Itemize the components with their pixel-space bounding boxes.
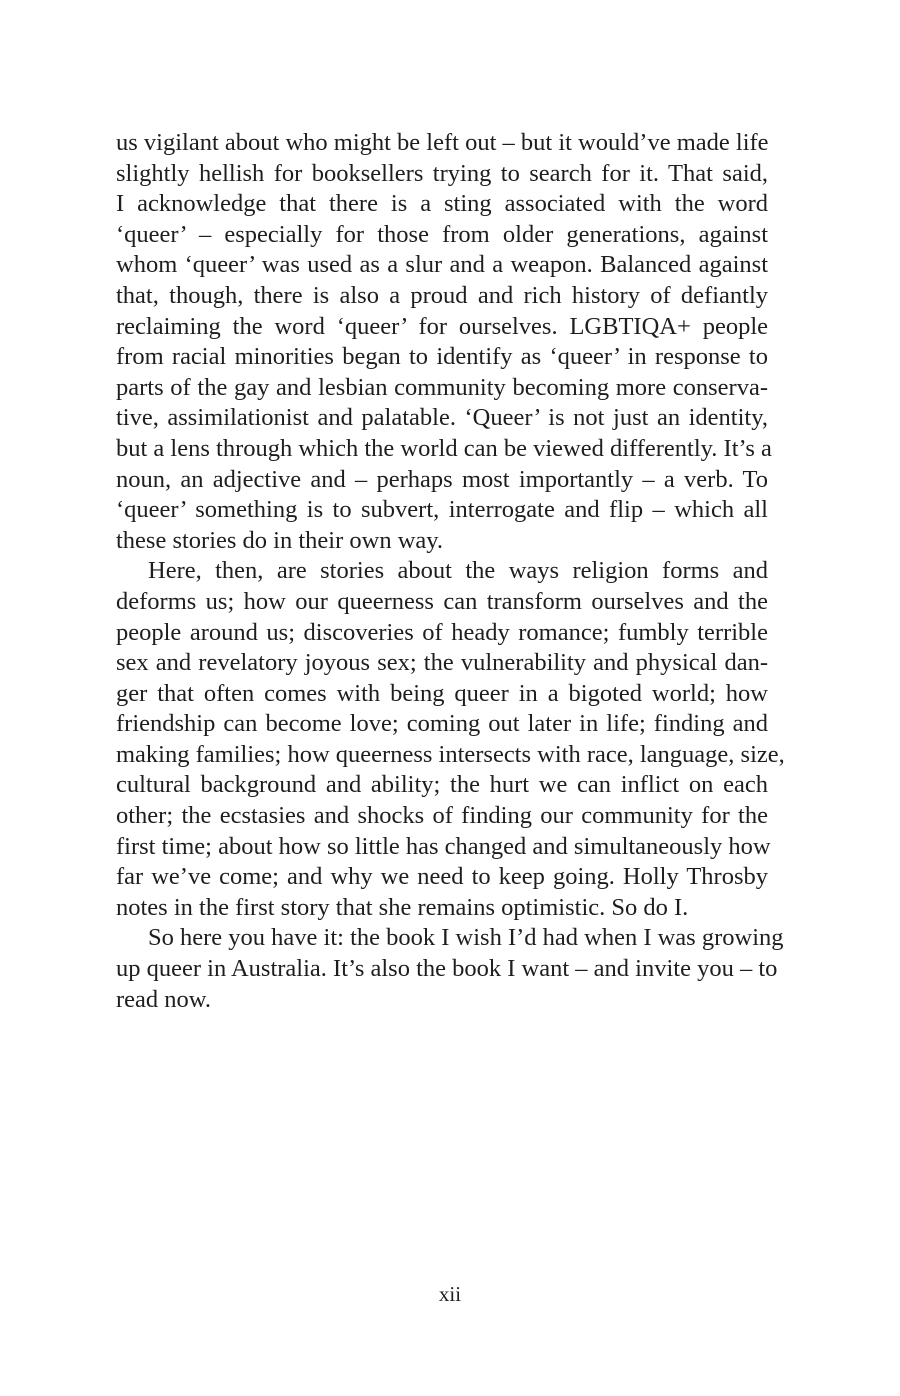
text-line: far we’ve come; and why we need to keep going. Holly Throsby	[116, 863, 768, 891]
text-line: ‘queer’ something is to subvert, interrogate and flip – which all	[116, 496, 768, 524]
text-line: but a lens through which the world can be viewed differently. It’s a	[116, 434, 772, 462]
text-line: whom ‘queer’ was used as a slur and a weapon. Balanced against	[116, 251, 768, 279]
text-line: from racial minorities began to identify as ‘queer’ in response to	[116, 343, 768, 371]
text-line: reclaiming the word ‘queer’ for ourselves. LGBTIQA+ people	[116, 312, 768, 340]
text-line: ger that often comes with being queer in a bigoted world; how	[116, 679, 768, 707]
text-line: up queer in Australia. It’s also the book I want – and invite you – to	[116, 955, 778, 983]
text-line: sex and revelatory joyous sex; the vulnerability and physical dan-	[116, 649, 768, 677]
text-line: these stories do in their own way.	[116, 526, 444, 554]
page-number: xii	[438, 1282, 462, 1306]
text-line: slightly hellish for booksellers trying to search for it. That said,	[116, 159, 768, 187]
text-line: other; the ecstasies and shocks of finding our community for the	[116, 802, 768, 830]
text-line: notes in the first story that she remains optimistic. So do I.	[116, 893, 689, 921]
text-line: deforms us; how our queerness can transform ourselves and the	[116, 587, 768, 615]
paragraph	[116, 556, 785, 923]
text-line: friendship can become love; coming out later in life; finding and	[116, 710, 768, 738]
paragraph	[116, 923, 784, 1015]
paragraph	[116, 128, 772, 556]
text-line: ‘queer’ – especially for those from older generations, against	[116, 220, 768, 248]
text-line: tive, assimilationist and palatable. ‘Queer’ is not just an identity,	[116, 404, 768, 432]
text-line: that, though, there is also a proud and rich history of defiantly	[116, 281, 768, 309]
text-line: noun, an adjective and – perhaps most importantly – a verb. To	[116, 465, 768, 493]
text-line: us vigilant about who might be left out – but it would’ve made life	[116, 129, 769, 156]
text-line: read now.	[116, 985, 212, 1013]
text-line: cultural background and ability; the hurt we can inflict on each	[116, 771, 768, 799]
text-line: Here, then, are stories about the ways religion forms and	[148, 557, 768, 585]
body-text	[116, 128, 785, 1015]
text-line: So here you have it: the book I wish I’d had when I was growing	[148, 924, 784, 952]
text-line: people around us; discoveries of heady romance; fumbly terrible	[116, 618, 768, 646]
text-line: I acknowledge that there is a sting associated with the word	[116, 190, 768, 218]
text-line: first time; about how so little has changed and simultaneously how	[116, 832, 771, 860]
text-line: parts of the gay and lesbian community becoming more conserva-	[116, 373, 768, 401]
text-line: making families; how queerness intersects with race, language, size,	[116, 740, 785, 768]
